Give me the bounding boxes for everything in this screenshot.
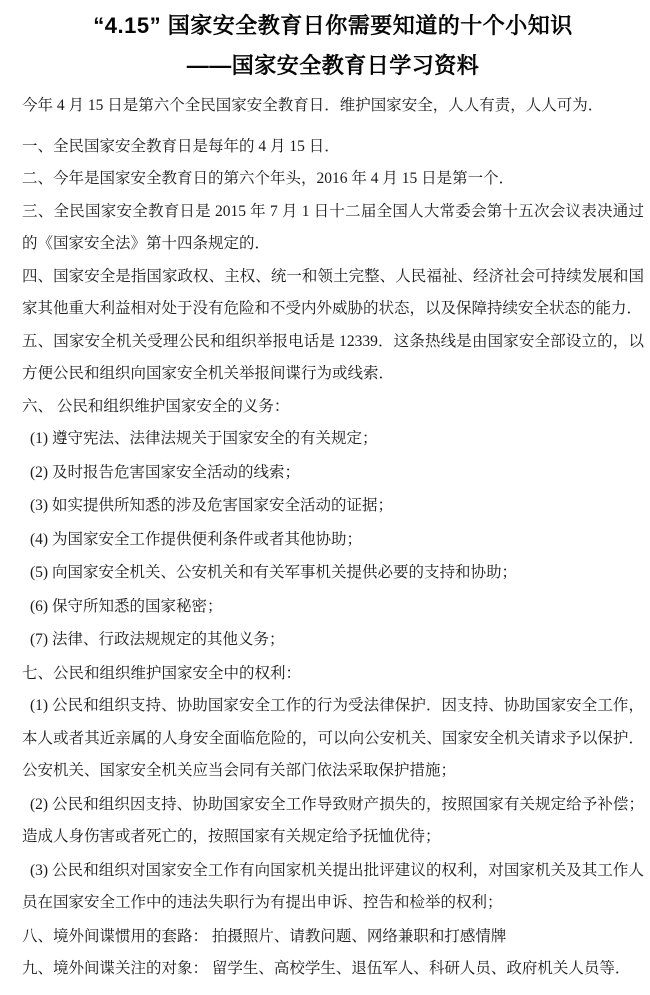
paragraph: 九、境外间谍关注的对象： 留学生、高校学生、退伍军人、科研人员、政府机关人员等．	[22, 960, 631, 977]
paragraph: (1) 遵守宪法、法律法规关于国家安全的有关规定；	[30, 430, 378, 447]
paragraph: 今年 4 月 15 日是第六个全民国家安全教育日．维护国家安全，人人有责，人人可为．	[22, 97, 604, 114]
paragraph: 八、境外间谍惯用的套路： 拍摄照片、请教问题、网络兼职和打感情牌	[22, 927, 507, 945]
paragraph: (7) 法律、行政法规规定的其他义务；	[30, 631, 285, 648]
document-title-line1: “4.15” 国家安全教育日你需要知道的十个小知识	[93, 13, 573, 38]
paragraph: 四、国家安全是指国家政权、主权、统一和领土完整、人民福祉、经济社会可持续发展和国家其他重大利益相对处于没有危险和不受内外威胁的状态，以及保障持续安全状态的能力．	[22, 267, 644, 317]
paragraph: (2) 公民和组织因支持、协助国家安全工作导致财产损失的，按照国家有关规定给予补偿；造成人身伤害或者死亡的，按照国家有关规定给予抚恤优待；	[22, 795, 644, 845]
paragraph: 二、今年是国家安全教育日的第六个年头，2016 年 4 月 15 日是第一个．	[22, 170, 515, 187]
paragraph: (2) 及时报告危害国家安全活动的线索；	[30, 463, 300, 481]
paragraph: (5) 向国家安全机关、公安机关和有关军事机关提供必要的支持和协助；	[30, 564, 517, 581]
paragraph: (3) 公民和组织对国家安全工作有向国家机关提出批评建议的权利，对国家机关及其工作人员在国家安全工作中的违法失职行为有提出申诉、控告和检举的权利；	[22, 861, 644, 911]
paragraph: (3) 如实提供所知悉的涉及危害国家安全活动的证据；	[30, 497, 393, 514]
document-title	[22, 6, 644, 86]
paragraph: 五、国家安全机关受理公民和组织举报电话是 12339．这条热线是由国家安全部设立的，以方便公民和组织向国家安全机关举报间谍行为或线索．	[22, 332, 644, 382]
paragraph: (4) 为国家安全工作提供便利条件或者其他协助；	[30, 530, 362, 548]
paragraph: (1) 公民和组织支持、协助国家安全工作的行为受法律保护．因支持、协助国家安全工作，本人或者其近亲属的人身安全面临危险的，可以向公安机关、国家安全机关请求予以保护．公安机关、国家安全机关应当会同有关部门依法采取保护措施；	[22, 697, 644, 779]
paragraph: 七、公民和组织维护国家安全中的权利：	[22, 664, 302, 682]
paragraph: 三、全民国家安全教育日是 2015 年 7 月 1 日十二届全国人大常委会第十五次会议表决通过的《国家安全法》第十四条规定的．	[22, 202, 644, 252]
document-body	[22, 90, 644, 986]
paragraph: (6) 保守所知悉的国家秘密；	[30, 597, 223, 615]
paragraph: 一、全民国家安全教育日是每年的 4 月 15 日．	[22, 137, 340, 155]
document-title-line2: ——国家安全教育日学习资料	[186, 53, 480, 78]
paragraph: 六、 公民和组织维护国家安全的义务：	[22, 397, 290, 415]
